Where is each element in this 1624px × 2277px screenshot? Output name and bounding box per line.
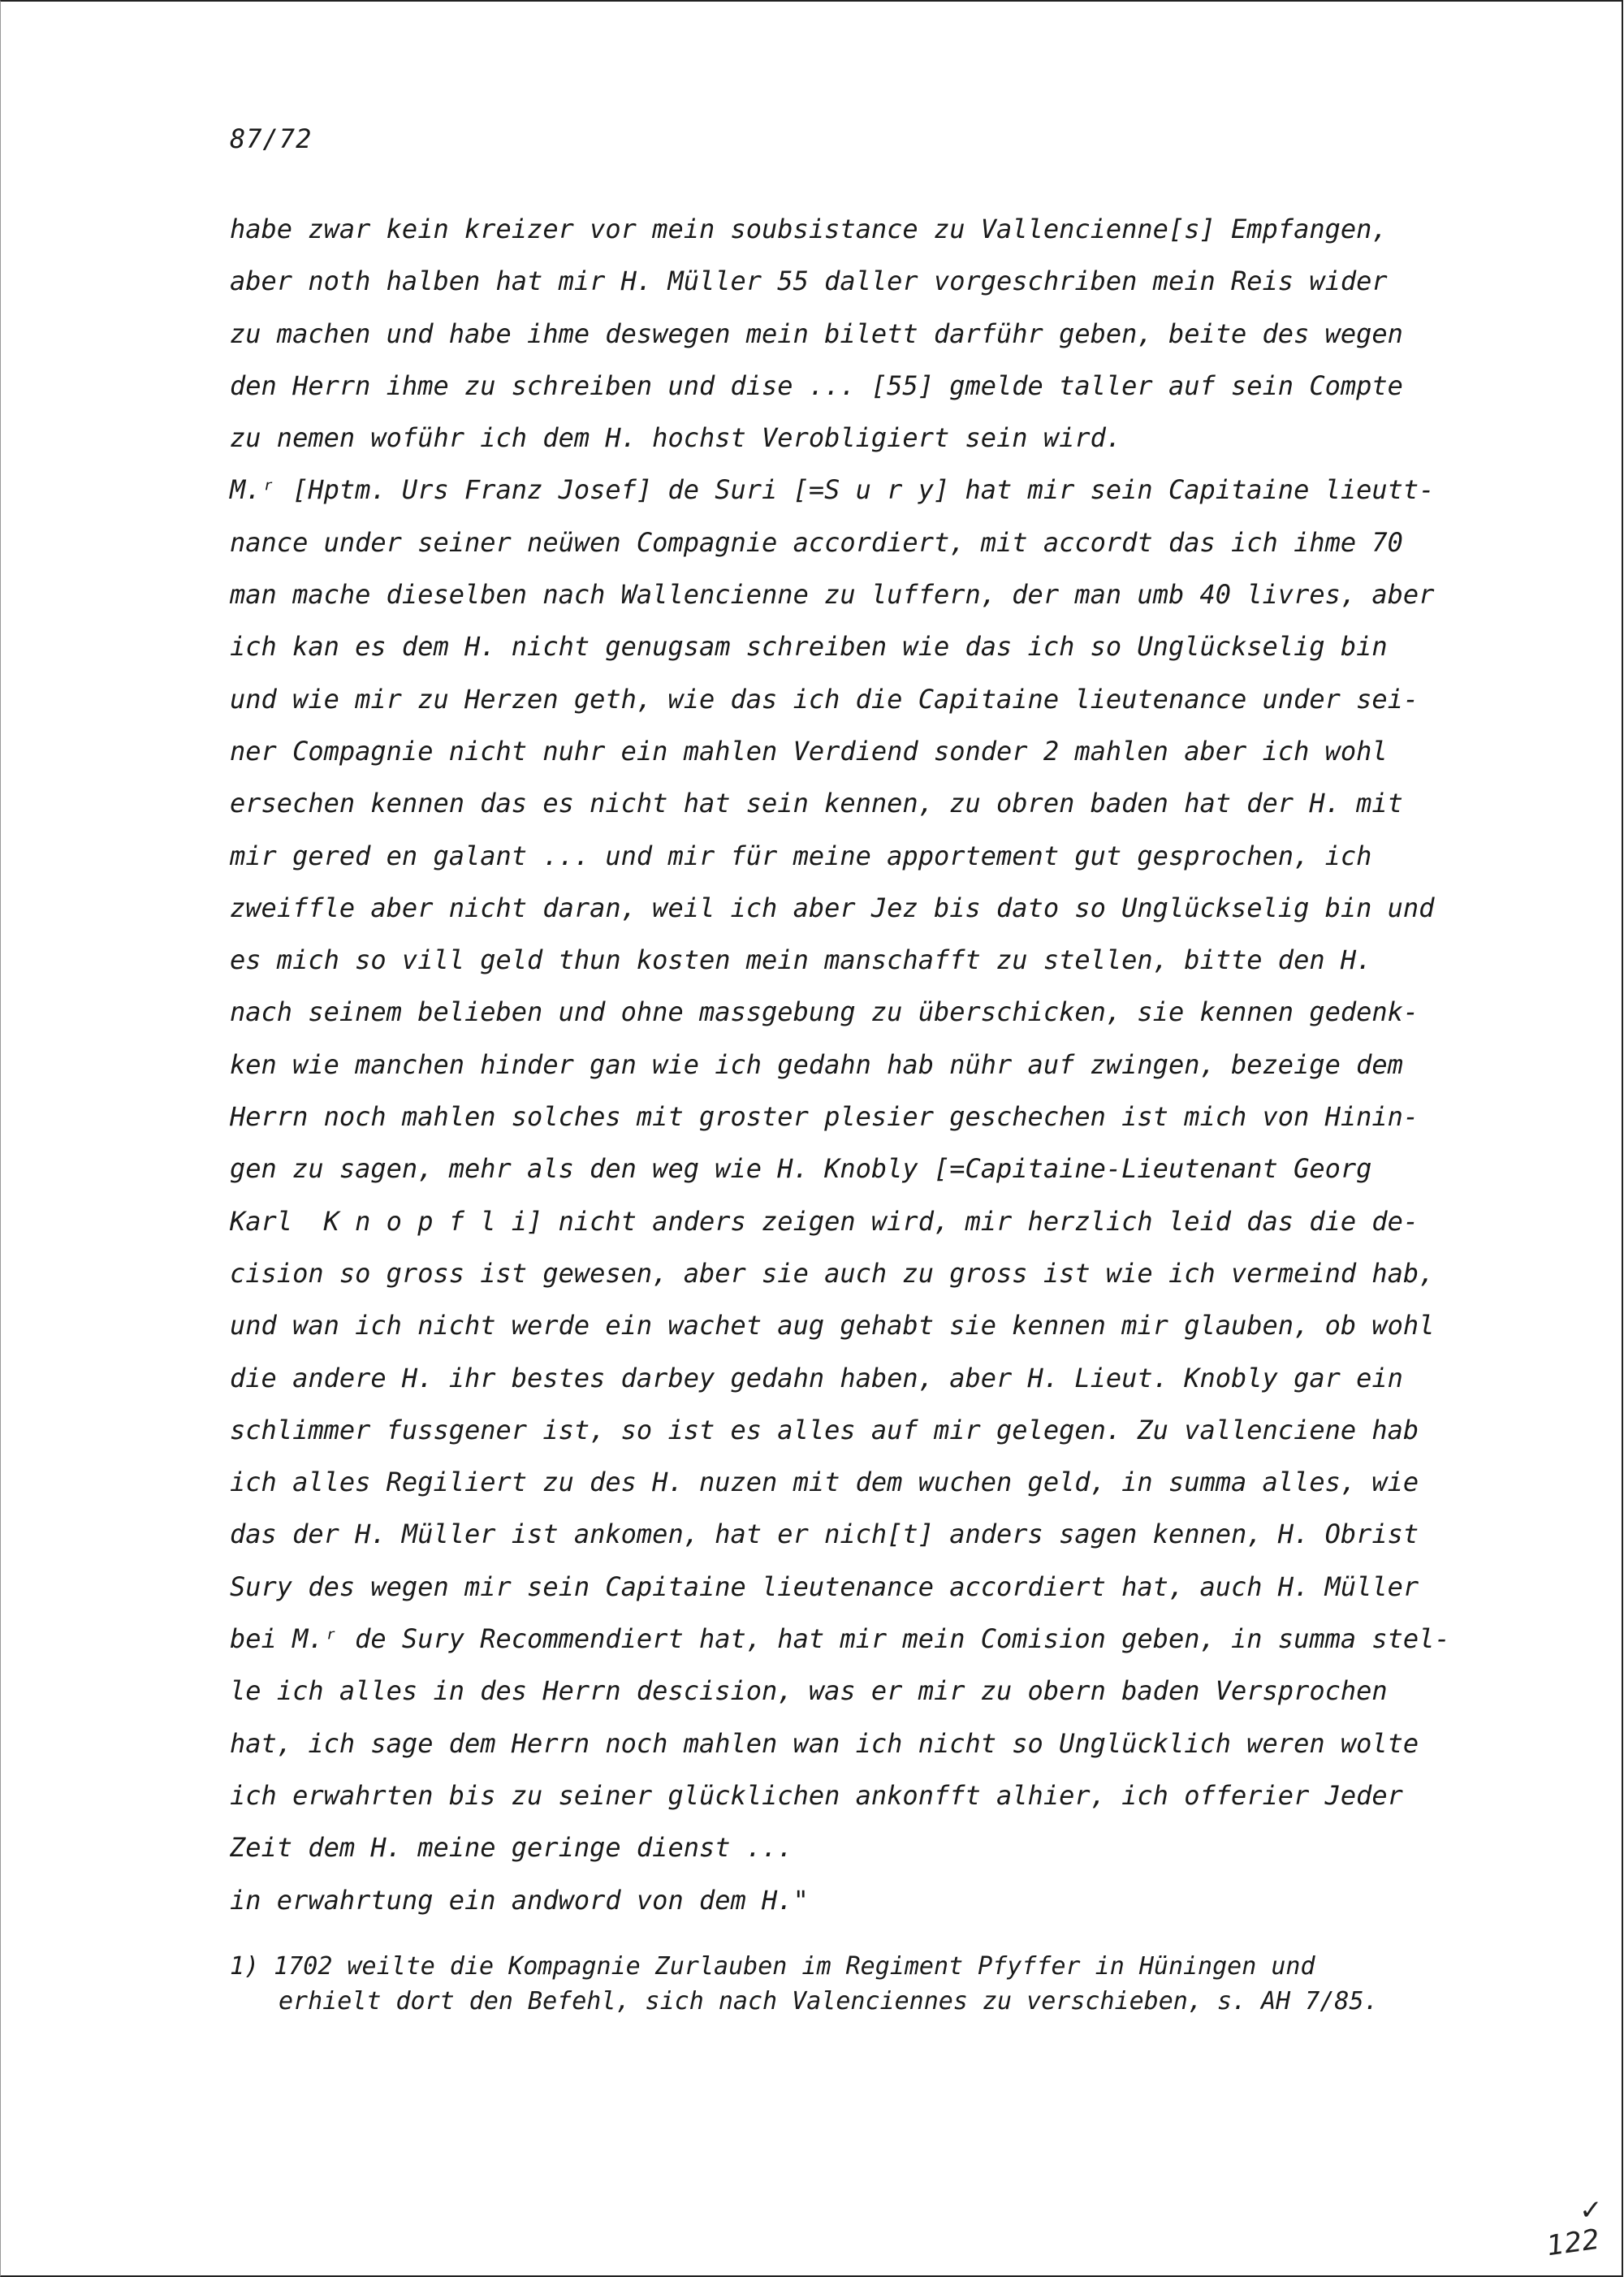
letter-line: mir gered en galant ... und mir für meine apportement gut gesprochen, ich [230, 840, 1372, 871]
letter-line: Karl K n o p f l i] nicht anders zeigen wird, mir herzlich leid das die de- [230, 1205, 1419, 1237]
footnote [230, 1949, 1570, 2019]
letter-line: M.ʳ [Hptm. Urs Franz Josef] de Suri [=S u r y] hat mir sein Capitaine lieutt- [230, 474, 1435, 506]
letter-line: aber noth halben hat mir H. Müller 55 daller vorgeschriben mein Reis wider [230, 266, 1388, 297]
letter-line: bei M.ʳ de Sury Recommendiert hat, hat mir mein Comision geben, in summa stel- [230, 1623, 1450, 1655]
letter-line: zweiffle aber nicht daran, weil ich aber Jez bis dato so Unglückselig bin und [230, 892, 1435, 923]
letter-line: den Herrn ihme zu schreiben und dise ... [55] gmelde taller auf sein Compte [230, 369, 1403, 401]
letter-line: ich alles Regiliert zu des H. nuzen mit dem wuchen geld, in summa alles, wie [230, 1467, 1419, 1498]
archive-folio-mark [1544, 2194, 1612, 2267]
letter-line: habe zwar kein kreizer vor mein soubsistance zu Vallencienne[s] Empfangen, [230, 214, 1388, 244]
letter-body [230, 203, 1529, 1926]
letter-line: man mache dieselben nach Wallencienne zu luffern, der man umb 40 livres, aber [230, 579, 1435, 611]
letter-line: ersechen kennen das es nicht hat sein kennen, zu obren baden hat der H. mit [230, 788, 1403, 819]
letter-line: schlimmer fussgener ist, so ist es alles auf mir gelegen. Zu vallenciene hab [230, 1414, 1419, 1445]
letter-line: cision so gross ist gewesen, aber sie auch zu gross ist wie ich vermeind hab, [230, 1257, 1435, 1289]
letter-line: ich erwahrten bis zu seiner glücklichen ankonfft alhier, ich offerier Jeder [230, 1779, 1403, 1811]
letter-line: gen zu sagen, mehr als den weg wie H. Knobly [=Capitaine-Lieutenant Georg [230, 1153, 1372, 1185]
letter-line: nach seinem belieben und ohne massgebung zu überschicken, sie kennen gedenk- [230, 996, 1419, 1028]
letter-line: Sury des wegen mir sein Capitaine lieutenance accordiert hat, auch H. Müller [230, 1571, 1419, 1602]
letter-line: le ich alles in des Herrn descision, was er mir zu obern baden Versprochen [230, 1675, 1388, 1707]
letter-line: das der H. Müller ist ankomen, hat er nich[t] anders sagen kennen, H. Obrist [230, 1519, 1419, 1550]
letter-line: zu nemen woführ ich dem H. hochst Verobligiert sein wird. [230, 422, 1122, 454]
letter-line: in erwahrtung ein andword von dem H." [230, 1884, 809, 1916]
letter-line: und wan ich nicht werde ein wachet aug gehabt sie kennen mir glauben, ob wohl [230, 1310, 1435, 1342]
letter-line: die andere H. ihr bestes darbey gedahn haben, aber H. Lieut. Knobly gar ein [230, 1362, 1403, 1393]
letter-line: hat, ich sage dem Herrn noch mahlen wan ich nicht so Unglücklich weren wolte [230, 1727, 1419, 1759]
folio-number: 122 [1544, 2223, 1602, 2263]
footnote-line: 1) 1702 weilte die Kompagnie Zurlauben im Regiment Pfyffer in Hüningen und [230, 1952, 1315, 1981]
letter-line: es mich so vill geld thun kosten mein manschafft zu stellen, bitte den H. [230, 944, 1372, 976]
letter-line: Herrn noch mahlen solches mit groster plesier geschechen ist mich von Hinin- [230, 1101, 1419, 1133]
letter-line: ich kan es dem H. nicht genugsam schreiben wie das ich so Unglückselig bin [230, 631, 1388, 663]
page-number: 87/72 [230, 123, 313, 154]
footnote-line: erhielt dort den Befehl, sich nach Valenciennes zu verschieben, s. AH 7/85. [279, 1987, 1379, 2016]
letter-line: und wie mir zu Herzen geth, wie das ich die Capitaine lieutenance under sei- [230, 683, 1419, 715]
letter-line: ner Compagnie nicht nuhr ein mahlen Verdiend sonder 2 mahlen aber ich wohl [230, 735, 1388, 767]
letter-line: Zeit dem H. meine geringe dienst ... [230, 1832, 793, 1864]
checkmark-icon: ✓ [1579, 2194, 1603, 2227]
letter-line: nance under seiner neüwen Compagnie accordiert, mit accordt das ich ihme 70 [230, 526, 1403, 558]
letter-line: zu machen und habe ihme deswegen mein bilett darführ geben, beite des wegen [230, 318, 1403, 349]
letter-line: ken wie manchen hinder gan wie ich gedahn hab nühr auf zwingen, bezeige dem [230, 1048, 1403, 1080]
